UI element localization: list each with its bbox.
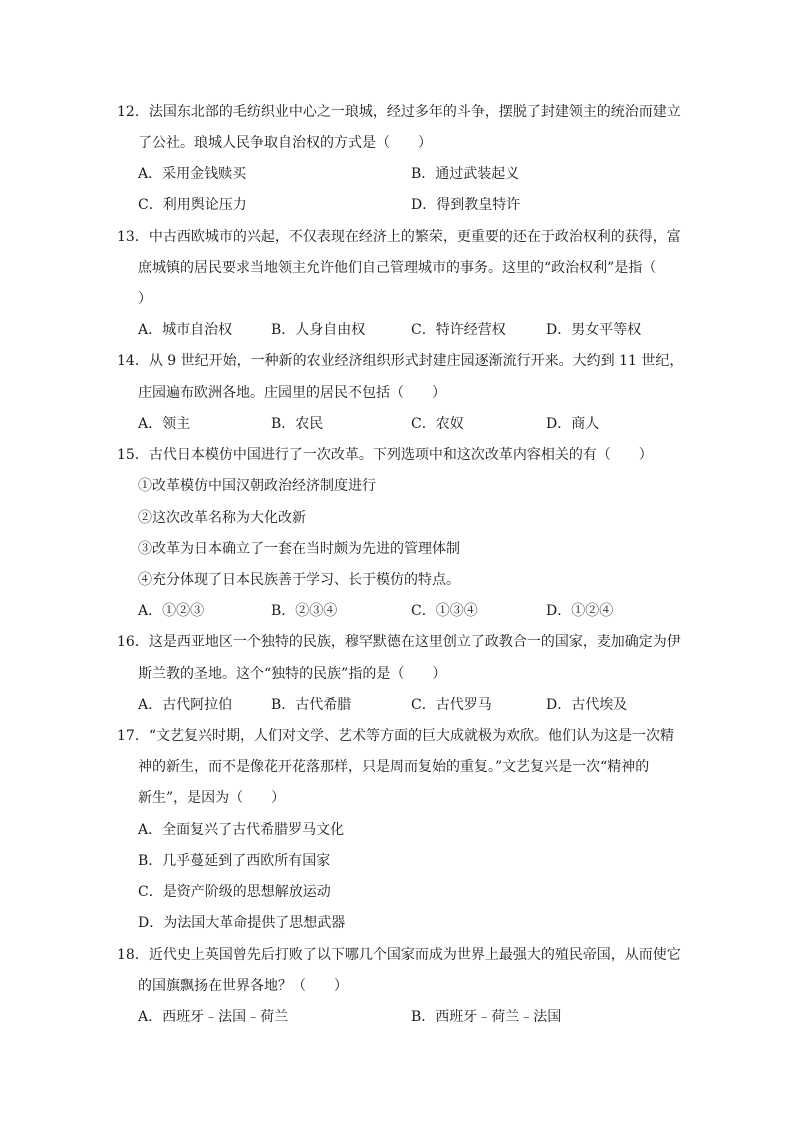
question-18-stem-line-1: 18．近代史上英国曾先后打败了以下哪几个国家而成为世界上最强大的殖民帝国，从而使它 [117, 947, 681, 963]
question-15-statement-2: ②这次改革名称为大化改新 [138, 510, 306, 526]
question-12-option-d: D．得到教皇特许 [411, 197, 521, 213]
question-15-option-c: C．①③④ [411, 603, 478, 619]
question-13-option-a: A．城市自治权 [138, 322, 233, 338]
question-16-option-c: C．古代罗马 [411, 697, 492, 713]
question-15-statement-4: ④充分体现了日本民族善于学习、长于模仿的特点。 [138, 572, 460, 588]
question-18-option-b: B．西班牙﹣荷兰﹣法国 [411, 1009, 562, 1025]
question-14-option-c: C．农奴 [411, 416, 464, 432]
question-18-option-a: A．西班牙﹣法国﹣荷兰 [138, 1009, 289, 1025]
question-13-option-b: B．人身自由权 [271, 322, 366, 338]
question-16-option-b: B．古代希腊 [271, 697, 352, 713]
question-17-stem-line-3: 新生”，是因为（ ） [138, 790, 286, 806]
question-14-option-b: B．农民 [271, 416, 324, 432]
question-17-stem-line-1: 17．“文艺复兴时期，人们对文学、艺术等方面的巨大成就极为欢欣。他们认为这是一次精 [117, 728, 674, 744]
question-13-stem-line-2: 庶城镇的居民要求当地领主允许他们自己管理城市的事务。这里的“政治权利”是指（ [138, 260, 657, 276]
question-17-option-a: A．全面复兴了古代希腊罗马文化 [138, 822, 345, 838]
question-18-stem-line-2: 的国旗飘扬在世界各地？（ ） [138, 978, 348, 994]
question-17-option-d: D．为法国大革命提供了思想武器 [138, 915, 346, 931]
question-15-statement-3: ③改革为日本确立了一套在当时颇为先进的管理体制 [138, 541, 460, 557]
question-17-option-c: C．是资产阶级的思想解放运动 [138, 884, 331, 900]
question-16-option-a: A．古代阿拉伯 [138, 697, 233, 713]
question-13-option-c: C．特许经营权 [411, 322, 506, 338]
question-15-statement-1: ①改革模仿中国汉朝政治经济制度进行 [138, 478, 376, 494]
question-14-option-a: A．领主 [138, 416, 191, 432]
question-16-stem-line-2: 斯兰教的圣地。这个“独特的民族”指的是（ ） [138, 666, 447, 682]
question-12-option-a: A．采用金钱赎买 [138, 166, 247, 182]
question-16-option-d: D．古代埃及 [546, 697, 628, 713]
question-15-option-d: D．①②④ [546, 603, 614, 619]
question-15-stem-line-1: 15．古代日本模仿中国进行了一次改革。下列选项中和这次改革内容相关的有（ ） [117, 447, 653, 463]
question-12-stem-line-1: 12．法国东北部的毛纺织业中心之一琅城，经过多年的斗争，摆脱了封建领主的统治而建立 [117, 104, 681, 120]
question-13-stem-line-1: 13．中古西欧城市的兴起，不仅表现在经济上的繁荣，更重要的还在于政治权利的获得，富 [117, 229, 681, 245]
question-14-stem-line-2: 庄园遍布欧洲各地。庄园里的居民不包括（ ） [138, 385, 446, 401]
question-15-option-a: A．①②③ [138, 603, 205, 619]
question-12-stem-line-2: 了公社。琅城人民争取自治权的方式是（ ） [138, 135, 432, 151]
question-14-stem-line-1: 14．从 9 世纪开始，一种新的农业经济组织形式封建庄园逐渐流行开来。大约到 11 世纪， [117, 353, 684, 369]
question-15-option-b: B．②③④ [271, 603, 338, 619]
question-12-option-c: C．利用舆论压力 [138, 197, 247, 213]
question-17-stem-line-2: 神的新生，而不是像花开花落那样，只是周而复始的重复。”文艺复兴是一次“精神的 [138, 759, 650, 775]
question-17-option-b: B．几乎蔓延到了西欧所有国家 [138, 853, 331, 869]
question-16-stem-line-1: 16．这是西亚地区一个独特的民族，穆罕默德在这里创立了政教合一的国家，麦加确定为伊 [117, 634, 681, 650]
question-12-option-b: B．通过武装起义 [411, 166, 520, 182]
question-14-option-d: D．商人 [546, 416, 600, 432]
question-13-stem-line-3: ） [138, 291, 152, 307]
question-13-option-d: D．男女平等权 [546, 322, 642, 338]
